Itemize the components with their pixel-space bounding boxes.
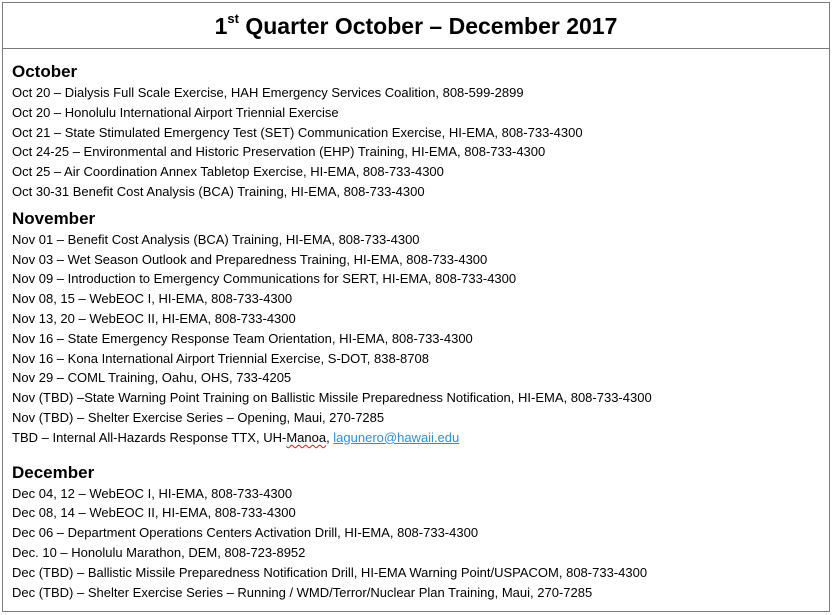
list-item: Oct 24-25 – Environmental and Historic Preservation (EHP) Training, HI-EMA, 808-733-4300 (12, 144, 546, 160)
list-item: Oct 25 – Air Coordination Annex Tabletop Exercise, HI-EMA, 808-733-4300 (12, 164, 444, 180)
list-item: Oct 21 – State Stimulated Emergency Test (SET) Communication Exercise, HI-EMA, 808-733-4300 (12, 124, 583, 140)
list-item: Oct 30-31 Benefit Cost Analysis (BCA) Training, HI-EMA, 808-733-4300 (12, 183, 425, 199)
list-item: Nov 08, 15 – WebEOC I, HI-EMA, 808-733-4300 (12, 291, 293, 307)
list-item: Dec 08, 14 – WebEOC II, HI-EMA, 808-733-4300 (12, 505, 296, 521)
list-item-tbd (12, 428, 829, 448)
month-heading-october: October (12, 62, 78, 81)
title-number: 1 (214, 13, 228, 39)
list-item: Nov 16 – Kona International Airport Triennial Exercise, S-DOT, 838-8708 (12, 350, 429, 366)
schedule-cell (3, 49, 829, 602)
section-october (12, 61, 829, 202)
email-link[interactable]: lagunero@hawaii.edu (333, 429, 460, 445)
list-item: Nov 01 – Benefit Cost Analysis (BCA) Training, HI-EMA, 808-733-4300 (12, 231, 420, 247)
tbd-entry-text: TBD – Internal All-Hazards Response TTX, UH- (12, 429, 287, 445)
list-item: Dec 06 – Department Operations Centers Activation Drill, HI-EMA, 808-733-4300 (12, 525, 479, 541)
list-item: Nov 03 – Wet Season Outlook and Preparedness Training, HI-EMA, 808-733-4300 (12, 251, 488, 267)
section-december (12, 462, 829, 603)
list-item: Oct 20 – Dialysis Full Scale Exercise, HAH Emergency Services Coalition, 808-599-2899 (12, 85, 524, 100)
list-item: Nov 16 – State Emergency Response Team Orientation, HI-EMA, 808-733-4300 (12, 330, 473, 346)
list-item: Nov 09 – Introduction to Emergency Communications for SERT, HI-EMA, 808-733-4300 (12, 271, 517, 287)
list-item: Nov 13, 20 – WebEOC II, HI-EMA, 808-733-4300 (12, 310, 296, 326)
calendar-table (2, 2, 830, 612)
list-item: Nov (TBD) –State Warning Point Training on Ballistic Missile Preparedness Notification, HI-EMA, 808-733-4300 (12, 390, 652, 406)
list-item: Oct 20 – Honolulu International Airport Triennial Exercise (12, 104, 339, 120)
list-item: Dec. 10 – Honolulu Marathon, DEM, 808-723-8952 (12, 544, 306, 560)
spellcheck-flagged-word: Manoa (286, 429, 327, 445)
month-heading-november: November (12, 208, 96, 228)
month-heading-december: December (12, 462, 95, 482)
list-item: Dec (TBD) – Ballistic Missile Preparedness Notification Drill, HI-EMA Warning Point/USPACOM, 808-733-4300 (12, 564, 648, 580)
list-item: Dec 04, 12 – WebEOC I, HI-EMA, 808-733-4300 (12, 485, 293, 501)
list-item: Nov (TBD) – Shelter Exercise Series – Opening, Maui, 270-7285 (12, 409, 385, 425)
section-november (12, 208, 829, 448)
list-item: Dec (TBD) – Shelter Exercise Series – Running / WMD/Terror/Nuclear Plan Training, Maui, 270-7285 (12, 584, 593, 600)
tbd-entry-separator: , (326, 429, 334, 445)
title-superscript: st (227, 11, 239, 27)
list-item: Nov 29 – COML Training, Oahu, OHS, 733-4205 (12, 370, 292, 386)
page-title (215, 11, 618, 40)
title-cell (3, 3, 829, 49)
title-text: Quarter October – December 2017 (238, 13, 618, 39)
